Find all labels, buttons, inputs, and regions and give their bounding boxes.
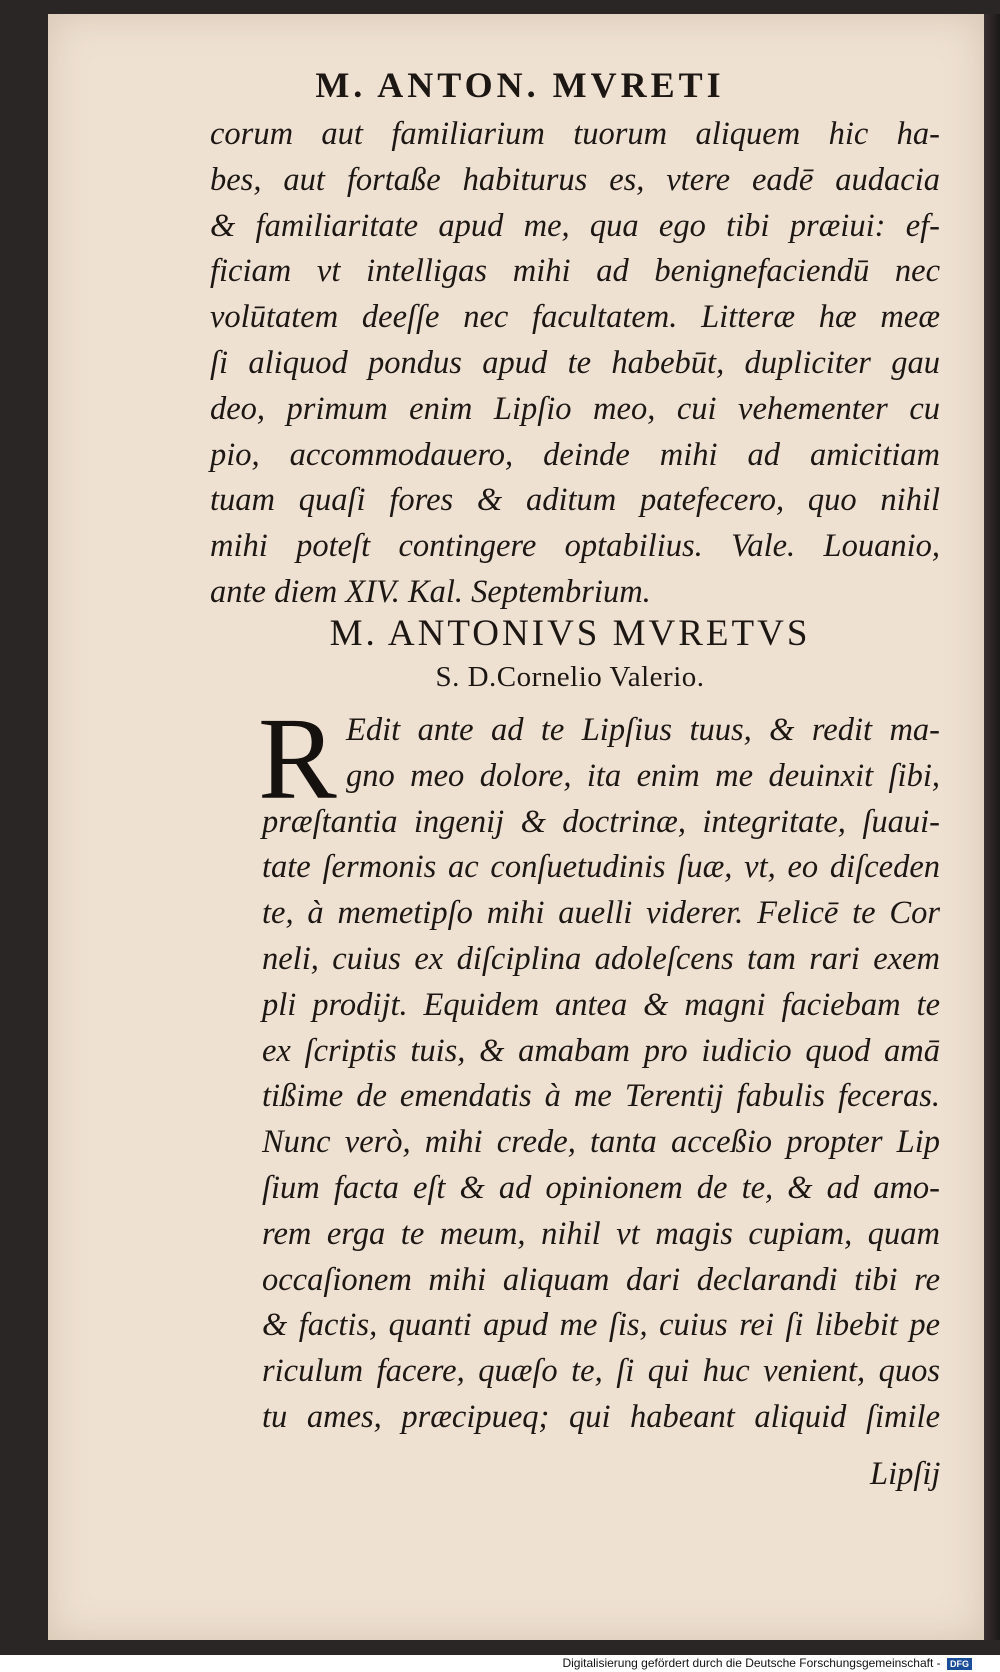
text-line: gno meo dolore, ita enim me deuinxit ſibi, bbox=[346, 757, 940, 794]
text-line: mihi poteſt contingere optabilius. Vale. Louanio, bbox=[210, 528, 940, 565]
text-line: tißime de emendatis à me Terentij fabulis feceras. bbox=[262, 1078, 940, 1115]
book-edge bbox=[984, 14, 1000, 1640]
letter-body bbox=[262, 708, 940, 1441]
text-line: Edit ante ad te Lipſius tuus, & redit ma- bbox=[346, 712, 940, 748]
text-line: ſium facta eſt & ad opinionem de te, & ad amo- bbox=[262, 1169, 940, 1206]
text-line: Nunc verò, mihi crede, tanta acceßio propter Lip bbox=[262, 1124, 940, 1161]
text-line: bes, aut fortaße habiturus es, vtere eadē audacia bbox=[210, 161, 940, 198]
text-line: ex ſcriptis tuis, & amabam pro iudicio quod amā bbox=[262, 1032, 940, 1069]
footer-credit bbox=[0, 1655, 1000, 1672]
text-line: & familiaritate apud me, qua ego tibi præiui: ef- bbox=[210, 207, 940, 244]
text-line: pio, accommodauero, deinde mihi ad amicitiam bbox=[210, 436, 940, 473]
letter-heading bbox=[200, 612, 940, 698]
catchword: Lipſij bbox=[870, 1456, 941, 1492]
text-line: ante diem XIV. Kal. Septembrium. bbox=[210, 573, 651, 610]
drop-cap: R bbox=[258, 693, 337, 824]
text-line: tate ſermonis ac conſuetudinis ſuæ, vt, eo diſceden bbox=[262, 849, 940, 886]
text-line: tu ames, præcipueq; qui habeant aliquid ſimile bbox=[262, 1398, 940, 1435]
text-line: ſi aliquod pondus apud te habebūt, dupliciter gau bbox=[210, 344, 940, 381]
text-line: rem erga te meum, nihil vt magis cupiam, quam bbox=[262, 1215, 940, 1252]
text-line: tuam quaſi fores & aditum patefecero, quo nihil bbox=[210, 482, 940, 519]
text-line: præſtantia ingenij & doctrinæ, integritate, ſuaui- bbox=[262, 803, 940, 840]
text-line: neli, cuius ex diſciplina adoleſcens tam rari exem bbox=[262, 940, 940, 977]
continuation-text bbox=[210, 112, 940, 616]
text-line: ficiam vt intelligas mihi ad benignefaciendū nec bbox=[210, 253, 940, 290]
running-head: M. ANTON. MVRETI bbox=[315, 65, 725, 105]
letter-salutation: S. D.Cornelio Valerio. bbox=[435, 661, 705, 693]
footer-text: Digitalisierung gefördert durch die Deutsche Forschungsgemeinschaft - bbox=[562, 1656, 941, 1670]
text-line: corum aut familiarium tuorum aliquem hic ha- bbox=[210, 116, 940, 152]
text-line: occaſionem mihi aliquam dari declarandi tibi re bbox=[262, 1261, 940, 1298]
text-line: volūtatem deeſſe nec facultatem. Litteræ hæ meæ bbox=[210, 299, 940, 336]
letter-title: M. ANTONIVS MVRETVS bbox=[329, 613, 811, 654]
text-line: pli prodijt. Equidem antea & magni faciebam te bbox=[262, 986, 940, 1023]
text-line: te, à memetipſo mihi auelli viderer. Felicē te Cor bbox=[262, 895, 940, 932]
dfg-logo: DFG bbox=[947, 1658, 972, 1670]
text-line: deo, primum enim Lipſio meo, cui vehementer cu bbox=[210, 390, 940, 427]
text-line: & factis, quanti apud me ſis, cuius rei ſi libebit pe bbox=[262, 1307, 940, 1344]
text-line: riculum facere, quæſo te, ſi qui huc venient, quos bbox=[262, 1353, 940, 1390]
